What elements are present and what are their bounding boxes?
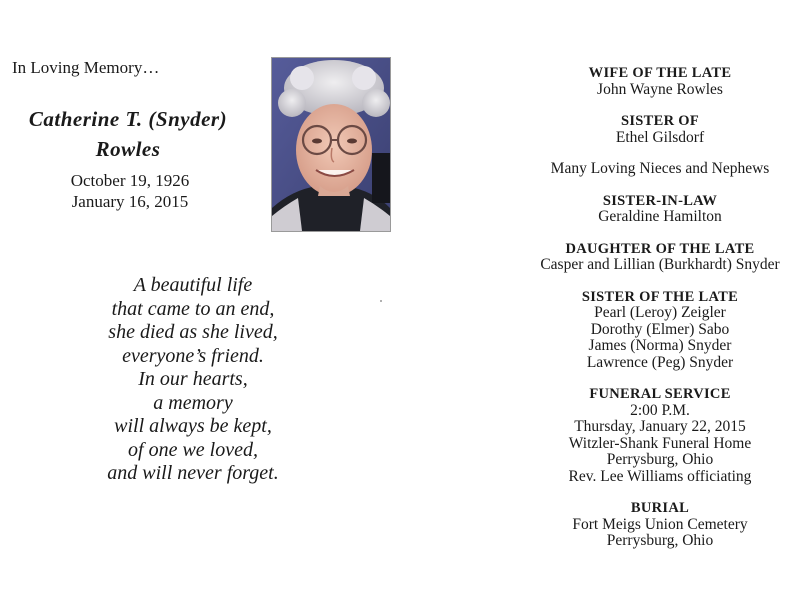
section-daughter-of-the-late xyxy=(525,241,795,274)
section-heading: DAUGHTER OF THE LATE xyxy=(565,240,755,257)
deceased-name-line2: Rowles xyxy=(95,137,161,161)
section-line: Dorothy (Elmer) Sabo xyxy=(590,320,730,338)
death-date: January 16, 2015 xyxy=(71,192,189,211)
section-line: James (Norma) Snyder xyxy=(588,337,732,354)
section-sister-of xyxy=(525,113,795,146)
section-heading: FUNERAL SERVICE xyxy=(589,386,731,402)
poem-line: will always be kept, xyxy=(114,415,272,437)
section-line: 2:00 P.M. xyxy=(630,401,690,419)
print-speck xyxy=(380,300,382,302)
poem-line: she died as she lived, xyxy=(108,321,278,343)
section-heading: SISTER OF THE LATE xyxy=(581,288,739,305)
poem-line: a memory xyxy=(153,391,233,414)
section-funeral-service xyxy=(525,386,795,485)
section-line: John Wayne Rowles xyxy=(597,80,723,98)
section-line: Fort Meigs Union Cemetery xyxy=(572,515,748,533)
section-line: Lawrence (Peg) Snyder xyxy=(586,353,734,371)
in-loving-memory-heading: In Loving Memory… xyxy=(12,58,160,77)
section-line: Casper and Lillian (Burkhardt) Snyder xyxy=(540,256,780,273)
section-line: Many Loving Nieces and Nephews xyxy=(550,160,770,177)
section-line: Thursday, January 22, 2015 xyxy=(574,418,746,435)
section-heading: SISTER-IN-LAW xyxy=(602,192,718,209)
memorial-poem xyxy=(88,274,298,486)
section-line: Perrysburg, Ohio xyxy=(606,451,714,468)
section-heading: SISTER OF xyxy=(620,113,700,129)
section-line: Geraldine Hamilton xyxy=(598,208,722,225)
section-heading: WIFE OF THE LATE xyxy=(588,65,732,81)
portrait-illustration xyxy=(272,58,390,231)
section-heading: BURIAL xyxy=(630,500,690,516)
section-line: Ethel Gilsdorf xyxy=(615,128,705,146)
section-line: Perrysburg, Ohio xyxy=(606,532,714,549)
section-sister-of-the-late xyxy=(525,289,795,372)
deceased-name-line1: Catherine T. (Snyder) xyxy=(28,107,228,131)
section-burial xyxy=(525,500,795,550)
birth-date: October 19, 1926 xyxy=(70,171,190,190)
section-nieces-nephews xyxy=(525,161,795,178)
poem-line: A beautiful life xyxy=(133,274,253,296)
poem-line: everyone’s friend. xyxy=(122,344,264,367)
poem-line: of one we loved, xyxy=(128,438,258,461)
life-dates xyxy=(40,170,220,212)
family-and-service-panel xyxy=(525,65,795,565)
section-line: Witzler-Shank Funeral Home xyxy=(568,434,752,452)
deceased-name xyxy=(8,104,248,164)
poem-line: that came to an end, xyxy=(111,297,275,320)
section-sister-in-law xyxy=(525,193,795,226)
poem-line: and will never forget. xyxy=(107,462,279,484)
section-line: Pearl (Leroy) Zeigler xyxy=(594,304,726,321)
poem-line: In our hearts, xyxy=(138,368,248,390)
portrait-photo xyxy=(271,57,391,232)
section-wife-of-the-late xyxy=(525,65,795,98)
section-line: Rev. Lee Williams officiating xyxy=(568,467,752,485)
